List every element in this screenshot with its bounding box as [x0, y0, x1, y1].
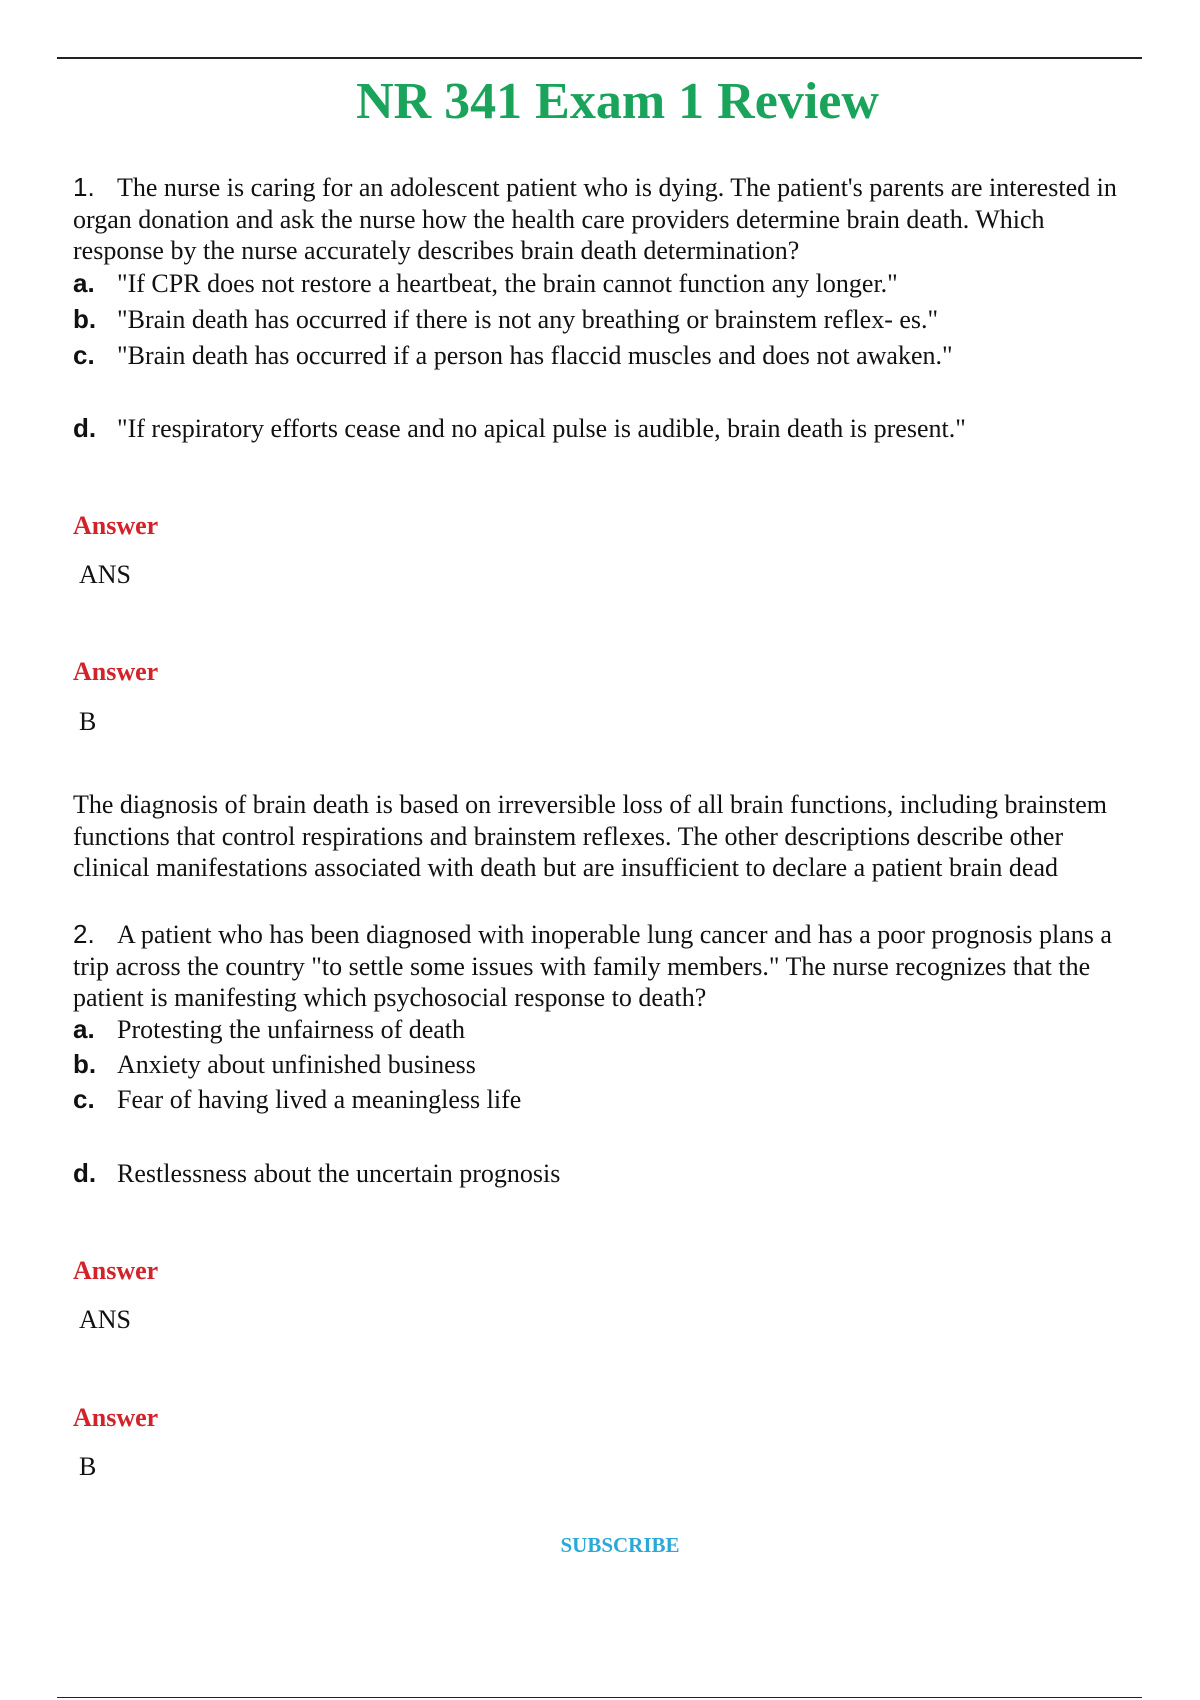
page-title: NR 341 Exam 1 Review	[356, 73, 879, 130]
option-letter: c.	[73, 340, 95, 370]
option-text: Anxiety about unfinished business	[117, 1050, 476, 1079]
answer-value: B	[79, 1452, 97, 1481]
option-letter: d.	[73, 1158, 97, 1188]
option-letter: a.	[73, 1014, 95, 1044]
q2-option-d[interactable]	[73, 1158, 560, 1189]
answer-label: Answer	[73, 1403, 159, 1432]
q2-option-c[interactable]	[73, 1084, 521, 1115]
q1-option-d[interactable]	[73, 413, 966, 444]
answer-label: Answer	[73, 657, 159, 686]
answer-label: Answer	[73, 511, 159, 540]
option-letter: c.	[73, 1084, 95, 1114]
top-rule	[57, 57, 1142, 59]
option-letter: b.	[73, 304, 97, 334]
answer-value: ANS	[79, 560, 132, 589]
question-number: 2.	[73, 919, 95, 949]
option-letter: b.	[73, 1049, 97, 1079]
option-text: Fear of having lived a meaningless life	[117, 1085, 522, 1114]
question-number: 1.	[73, 172, 95, 202]
option-text: "If respiratory efforts cease and no apical pulse is audible, brain death is present."	[117, 414, 966, 443]
answer-label: Answer	[73, 1256, 159, 1285]
q1-option-a[interactable]	[73, 268, 898, 299]
q2-option-a[interactable]	[73, 1014, 465, 1045]
question-text: A patient who has been diagnosed with inoperable lung cancer and has a poor prognosis plans a trip across the country "to settle some issues with family members." The nurse recognizes that the patient is manifesting which psychosocial response to death?	[73, 920, 1112, 1012]
option-letter: a.	[73, 268, 95, 298]
q2-option-b[interactable]	[73, 1049, 476, 1080]
q1-option-b[interactable]	[73, 304, 938, 335]
q1-rationale: The diagnosis of brain death is based on irreversible loss of all brain functions, including brainstem functions that control respirations and brainstem reflexes. The other descriptions describe other clinical manifestations associated with death but are insufficient to declare a patient brain dead	[73, 790, 1107, 882]
option-text: Protesting the unfairness of death	[117, 1015, 466, 1044]
option-text: "Brain death has occurred if a person has flaccid muscles and does not awaken."	[117, 341, 953, 370]
option-text: Restlessness about the uncertain prognosis	[117, 1159, 561, 1188]
question-text: The nurse is caring for an adolescent patient who is dying. The patient's parents are interested in organ donation and ask the nurse how the health care providers determine brain death. Which response by the nurse accurately describes brain death determination?	[73, 173, 1117, 265]
answer-value: ANS	[79, 1305, 132, 1334]
q1-option-c[interactable]	[73, 340, 953, 371]
bottom-rule	[57, 1697, 1142, 1698]
answer-value: B	[79, 707, 97, 736]
question-1	[73, 172, 1133, 267]
option-letter: d.	[73, 413, 97, 443]
subscribe-link[interactable]: SUBSCRIBE	[560, 1533, 680, 1557]
question-2	[73, 919, 1133, 1014]
option-text: "Brain death has occurred if there is not any breathing or brainstem reflex- es."	[117, 305, 939, 334]
option-text: "If CPR does not restore a heartbeat, the brain cannot function any longer."	[117, 269, 898, 298]
